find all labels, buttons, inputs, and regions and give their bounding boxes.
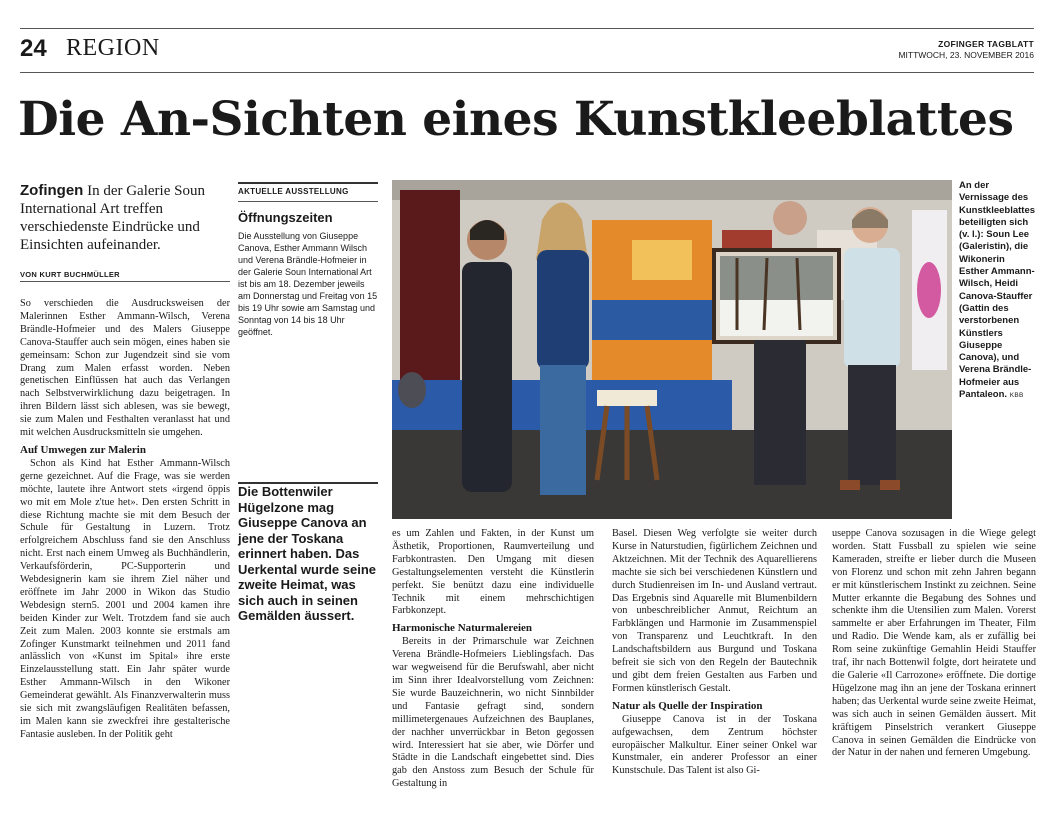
- lede-text: In der Galerie Soun International Art treffen verschiedenste Eindrücke und Einsichten aufeinander.: [20, 183, 205, 253]
- issue-date: MITTWOCH, 23. NOVEMBER 2016: [898, 50, 1034, 60]
- body-column-1: [20, 298, 230, 823]
- lede: [20, 182, 230, 254]
- paragraph: Giuseppe Canova ist in der Toskana aufgewachsen, dem Zentrum höchster europäischer Malkultur. Einer seiner Onkel war Kunstmaler, ein anderer Professor an einer Kunstschule. Das Talent ist also Gi-: [612, 713, 817, 777]
- body-column-4: [612, 528, 817, 823]
- pull-quote: Die Bottenwiler Hügelzone mag Giuseppe Canova an jene der Toskana erinnert haben. Das Uerkental wurde seine zweite Heimat, was sich auch in seinen Gemälden äussert.: [238, 484, 376, 623]
- photo-illustration: [392, 180, 952, 519]
- subheading: Harmonische Naturmalereien: [392, 622, 533, 635]
- lede-place: Zofingen: [20, 182, 84, 199]
- subheading: Natur als Quelle der Inspiration: [612, 699, 763, 712]
- article-photo: [392, 180, 952, 519]
- body-column-3: [392, 528, 594, 823]
- info-box-title: Öffnungszeiten: [238, 210, 333, 225]
- paragraph: Schon als Kind hat Esther Ammann-Wilsch gerne gezeichnet. Auf die Frage, was sie werden möchte, lautete ihre Antwort stets «irgend öppis wo mit em Mole z'tue het». Den ersten Schritt in diese Richtung machte sie mit dem Besuch der Schule für Gestaltung in Luzern. Trotz erfolgreichem Abschluss fand sie den Anschluss nicht. Erst nach einem Umweg als Buchhändlerin, Verkaufsförderin, PC-Supporterin und Webdesignerin kam sie ihrem Ziel näher und eröffnete im Jahr 2000 in Wikon das Studio Webdesign stern5. 2001 und 2004 kamen ihre beiden Kinder zur Welt. Trotzdem fand sie auch Zeit zum Malen. 2003 konnte sie erstmals am Zofinger Kunstmarkt teilnehmen und 2011 fand anlässlich von «Kunst im Spital» ihre erste Einzelausstellung statt. Ein Jahr später wurde Esther Ammann-Wilsch in den Wikoner Gemeinderat gewählt. Als Finanzverwalterin muss sie sich mit zwangsläufigen Realitäten befassen, im Malen kann sie zweckfrei ihre gestalterische Fantasie ausleben. In der Politik geht: [20, 457, 230, 740]
- photo-caption: [959, 180, 1037, 402]
- info-box-kicker: AKTUELLE AUSSTELLUNG: [238, 184, 378, 202]
- caption-text: An der Vernissage des Kunstkleeblattes beteiligten sich (v. l.): Soun Lee (Galeristin), die Wikonerin Esther Ammann-Wilsch, Heidi Canova-Stauffer (Gattin des verstorbenen Künstlers Giuseppe Canova), und Verena Brändle-Hofmeier aus Pantaleon.: [959, 180, 1036, 401]
- paragraph: Basel. Diesen Weg verfolgte sie weiter durch Kurse in Naturstudien, figürlichem Zeichnen und Aktzeichnen. Mit der Technik des Aquarellierens machte sie sich bei verschiedenen Künstlern und durch Studienreisen im In- und Ausland vertraut. Das Ergebnis sind Aquarelle mit Blumenbildern von unbeschreiblicher Anmut, Reichtum an Farbklängen und Harmonie im Zusammenspiel von Transparenz und Leuchtkraft. In den Landschaftsbildern aus Burgund und Toskana befreit sie sich von den Regeln der Bautechnik und gibt dem freien Gestalten aus Farben und Formen künstlerisch Gestalt.: [612, 528, 817, 694]
- info-box-text: Die Ausstellung von Giuseppe Canova, Esther Ammann Wilsch und Verena Brändle-Hofmeier in der Galerie Soun International Art ist bis am 18. Dezember jeweils am Donnerstag und Freitag von 15 bis 19 Uhr sowie am Samstag und Sonntag von 14 bis 18 Uhr geöffnet.: [238, 231, 378, 337]
- newspaper-name: ZOFINGER TAGBLATT: [938, 39, 1034, 49]
- headline: Die An-Sichten eines Kunstkleeblattes: [18, 92, 1014, 147]
- paragraph: useppe Canova sozusagen in die Wiege gelegt worden. Statt Fussball zu spielen wie seine Kameraden, streifte er lieber durch die Museen von Florenz und schon mit zehn Jahren begann er mit künstlerischem Instinkt zu zeichnen. Seine Mutter erkannte die Begabung des Sohnes und schenkte ihm die Utensilien zum Malen. Vorerst sammelte er aber Erfahrungen im Theater, Film und Radio. Die Wende kam, als er zufällig bei Rom seine zukünftige Gemahlin Heidi Stauffer traf, ihr nach Bottenwil folgte, dort heiratete und die Galerie «Il Carrozone» eröffnete. Die dortige Hügelzone mag ihn an jene der Toskana erinnert haben; das Uerkental wurde seine zweite Heimat, was sich auch in seinen Gemälden äussert. Mit kräftigem Pinselstrich verankert Giuseppe Canova in seinen Gemälden die Eindrücke von der Natur in der nahen und ferneren Umgebung.: [832, 528, 1036, 759]
- paragraph: So verschieden die Ausdrucksweisen der Malerinnen Esther Ammann-Wilsch, Verena Brändle-Hofmeier und des Malers Giuseppe Canova-Stauffer auch sein mögen, eines haben sie gemeinsam: Schon zur Jugendzeit sind sie vom Drang zum Malen erfasst worden. Neben genetischen Einflüssen hat auch das Verlangen nach Selbstverwirklichung dazu beigetragen. In ihren Bildern lässt sich ablesen, was sie bewegt, sie zum Malen und Festhalten veranlasst hat und mit welchen Ausdrucksmitteln sie umgehen.: [20, 298, 230, 439]
- subheading: Auf Umwegen zur Malerin: [20, 443, 146, 456]
- paragraph: Bereits in der Primarschule war Zeichnen Verena Brändle-Hofmeiers Lieblingsfach. Das war wegweisend für die Berufswahl, aber nicht im Sinn ihrer Idealvorstellung vom Zeichnen: Sie wurde Bauzeichnerin, wo nicht Sinnbilder und Fantasie gefragt sind, sondern millimetergenaues Aufzeichnen des Bauplanes, der nachher unverrückbar in Beton gegossen wird. Interessiert hat sie aber, wie Dörfer und Städte in die Landschaft eingebettet sind. Dies gab den Anstoss zum Besuch der Schule für Gestaltung in: [392, 636, 594, 790]
- paragraph: es um Zahlen und Fakten, in der Kunst um Ästhetik, Proportionen, Raumverteilung und Farbkontrasten. Den Umgang mit diesen Gestaltungselementen versteht die Künstlerin perfekt. Sie benützt dazu eine individuelle Technik mit einem mehrschichtigen Farbkonzept.: [392, 528, 594, 617]
- newspaper-masthead: [898, 39, 1034, 61]
- page-header: [20, 28, 1034, 76]
- byline: VON KURT BUCHMÜLLER: [20, 270, 230, 282]
- header-divider: [20, 72, 1034, 73]
- photo-credit: KBB: [1009, 392, 1024, 400]
- body-column-5: [832, 528, 1036, 823]
- page-number: 24: [20, 35, 47, 62]
- info-box: [238, 182, 378, 338]
- section-title: REGION: [66, 35, 160, 61]
